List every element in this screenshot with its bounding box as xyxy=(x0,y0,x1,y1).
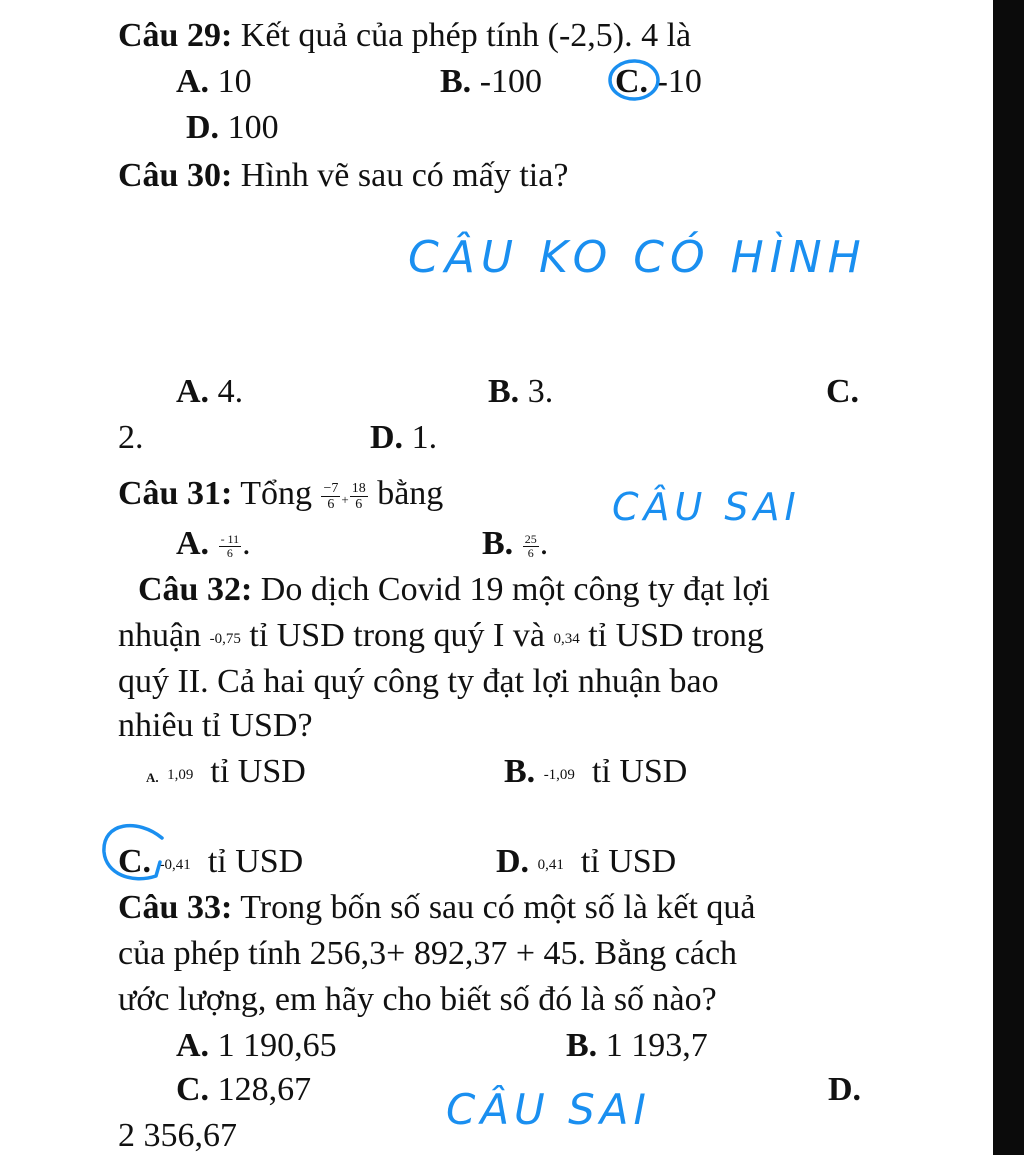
q32-stem-line3: quý II. Cả hai quý công ty đạt lợi nhuận bao xyxy=(118,663,719,700)
q33-b-text: 1 193,7 xyxy=(605,1027,708,1064)
q33-stem-line3: ước lượng, em hãy cho biết số đó là số nào? xyxy=(118,981,717,1018)
q31-a-label: A. xyxy=(176,525,210,562)
q32-l2-post: tỉ USD trong xyxy=(588,617,764,654)
q30-b-text: 3. xyxy=(527,373,554,410)
q32-d-unit: tỉ USD xyxy=(580,843,677,880)
q31-text-post: bằng xyxy=(377,475,444,512)
q32-answer-circle xyxy=(104,826,162,879)
q32-label: Câu 32: xyxy=(138,571,253,608)
q32-b-label: B. xyxy=(504,753,536,790)
q31-a-end: . xyxy=(242,525,251,562)
q31-f2-den: 6 xyxy=(355,496,363,512)
q29-d-text: 100 xyxy=(227,109,279,146)
q31-a-num: - 11 xyxy=(220,531,240,546)
q32-l2-pre: nhuận xyxy=(118,617,202,654)
q32-value-1: -0,75 xyxy=(209,631,241,647)
q33-a-label: A. xyxy=(176,1027,210,1064)
q32-b-value: -1,09 xyxy=(543,767,575,783)
q30-option-c-value: 2. xyxy=(118,419,144,456)
q31-f1-num: −7 xyxy=(323,480,339,496)
q32-c-unit: tỉ USD xyxy=(207,843,304,880)
q33-d-label: D. xyxy=(828,1071,862,1108)
q31-b-num: 25 xyxy=(524,531,537,546)
q29-a-text: 10 xyxy=(217,63,252,100)
q33-c-text: 128,67 xyxy=(217,1071,312,1108)
q30-label: Câu 30: xyxy=(118,157,233,194)
q32-c-value: -0,41 xyxy=(159,857,191,873)
q31-b-end: . xyxy=(539,525,549,562)
q29-text: Kết quả của phép tính (-2,5). 4 là xyxy=(240,17,692,54)
note-q31-wrong: CÂU SAI xyxy=(612,485,801,529)
q29-a-label: A. xyxy=(176,63,210,100)
q30-a-label: A. xyxy=(176,373,210,410)
q29-c-label: C. xyxy=(615,63,649,100)
q33-b-label: B. xyxy=(566,1027,598,1064)
q29-d-label: D. xyxy=(186,109,220,146)
q33-stem-line2: của phép tính 256,3+ 892,37 + 45. Bằng cách xyxy=(118,935,738,972)
q29-b-text: -100 xyxy=(479,63,543,100)
q30-text: Hình vẽ sau có mấy tia? xyxy=(240,157,569,194)
q32-a-unit: tỉ USD xyxy=(210,753,306,790)
q30-c-label: C. xyxy=(826,373,860,410)
q32-a-label: A. xyxy=(146,770,159,785)
q30-d-label: D. xyxy=(370,419,404,456)
q31-text-pre: Tổng xyxy=(240,475,312,512)
note-no-figure: CÂU KO CÓ HÌNH xyxy=(408,232,867,283)
note-q33-wrong: CÂU SAI xyxy=(446,1085,651,1134)
q32-line1: Do dịch Covid 19 một công ty đạt lợi xyxy=(260,571,770,608)
q31-label: Câu 31: xyxy=(118,475,233,512)
q32-value-2: 0,34 xyxy=(553,631,580,647)
q31-b-den: 6 xyxy=(527,545,534,560)
q30-b-label: B. xyxy=(488,373,520,410)
q29-b-label: B. xyxy=(440,63,472,100)
q32-l2-mid: tỉ USD trong quý I và xyxy=(249,617,545,654)
q33-option-d-value: 2 356,67 xyxy=(118,1117,237,1154)
q31-a-den: 6 xyxy=(226,545,233,560)
q29-label: Câu 29: xyxy=(118,17,233,54)
q29-answer-circle xyxy=(610,61,658,99)
q32-c-label: C. xyxy=(118,843,152,880)
q32-b-unit: tỉ USD xyxy=(591,753,688,790)
q29-c-text: -10 xyxy=(656,63,702,100)
q33-line1: Trong bốn số sau có một số là kết quả xyxy=(240,889,756,926)
q31-f2-num: 18 xyxy=(351,480,366,496)
q31-b-label: B. xyxy=(482,525,514,562)
q31-plus: + xyxy=(341,492,349,507)
q32-d-label: D. xyxy=(496,843,530,880)
q31-f1-den: 6 xyxy=(327,496,335,512)
q33-c-label: C. xyxy=(176,1071,210,1108)
q33-a-text: 1 190,65 xyxy=(217,1027,337,1064)
q30-d-text: 1. xyxy=(411,419,438,456)
q30-a-text: 4. xyxy=(217,373,244,410)
q33-label: Câu 33: xyxy=(118,889,233,926)
q32-a-value: 1,09 xyxy=(167,767,194,783)
q32-d-value: 0,41 xyxy=(537,857,564,873)
q32-stem-line4: nhiêu tỉ USD? xyxy=(118,707,313,744)
